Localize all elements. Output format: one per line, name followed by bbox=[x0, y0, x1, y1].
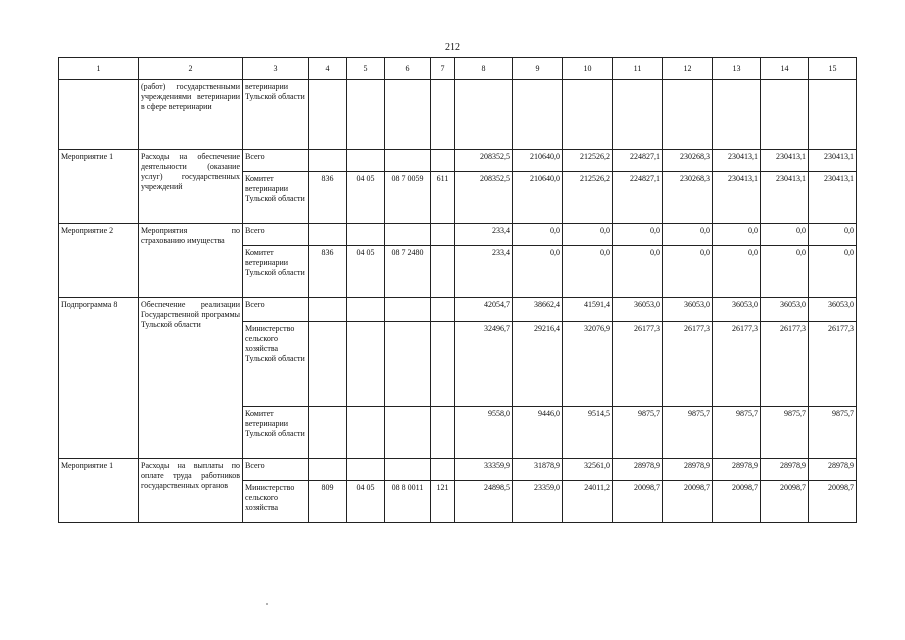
value-cell: 0,0 bbox=[513, 246, 563, 298]
program-name-cell: Подпрограмма 8 bbox=[59, 298, 139, 459]
executor-cell: ветеринарии Тульской области bbox=[243, 80, 309, 150]
value-cell: 29216,4 bbox=[513, 322, 563, 407]
header-cell: 15 bbox=[809, 58, 857, 80]
value-cell bbox=[563, 80, 613, 150]
value-cell: 210640,0 bbox=[513, 172, 563, 224]
value-cell: 20098,7 bbox=[713, 481, 761, 523]
value-cell: 38662,4 bbox=[513, 298, 563, 322]
scan-speck bbox=[266, 603, 268, 605]
value-cell: 26177,3 bbox=[761, 322, 809, 407]
table-row bbox=[59, 459, 857, 481]
executor-cell: Всего bbox=[243, 459, 309, 481]
value-cell: 230413,1 bbox=[713, 172, 761, 224]
code-cell: 04 05 bbox=[347, 246, 385, 298]
code-cell bbox=[431, 407, 455, 459]
value-cell: 208352,5 bbox=[455, 172, 513, 224]
code-cell bbox=[385, 407, 431, 459]
value-cell bbox=[663, 80, 713, 150]
value-cell: 9446,0 bbox=[513, 407, 563, 459]
executor-cell: Комитет ветеринарии Тульской области bbox=[243, 407, 309, 459]
value-cell: 224827,1 bbox=[613, 150, 663, 172]
code-cell: 08 8 0011 bbox=[385, 481, 431, 523]
value-cell: 36053,0 bbox=[663, 298, 713, 322]
program-description-cell: Обеспечение реализации Государственной программы Тульской области bbox=[139, 298, 243, 459]
value-cell: 0,0 bbox=[513, 224, 563, 246]
value-cell: 212526,2 bbox=[563, 150, 613, 172]
value-cell: 31878,9 bbox=[513, 459, 563, 481]
value-cell: 32561,0 bbox=[563, 459, 613, 481]
value-cell: 0,0 bbox=[713, 224, 761, 246]
value-cell: 28978,9 bbox=[613, 459, 663, 481]
code-cell: 611 bbox=[431, 172, 455, 224]
value-cell: 26177,3 bbox=[613, 322, 663, 407]
code-cell bbox=[431, 322, 455, 407]
code-cell bbox=[385, 322, 431, 407]
code-cell bbox=[385, 150, 431, 172]
program-name-cell: Мероприятие 2 bbox=[59, 224, 139, 298]
program-description-cell: Расходы на обеспечение деятельности (оказание услуг) государственных учреждений bbox=[139, 150, 243, 224]
header-cell: 8 bbox=[455, 58, 513, 80]
code-cell bbox=[431, 80, 455, 150]
value-cell bbox=[713, 80, 761, 150]
header-cell: 14 bbox=[761, 58, 809, 80]
value-cell: 24898,5 bbox=[455, 481, 513, 523]
value-cell bbox=[513, 80, 563, 150]
table-row bbox=[59, 298, 857, 322]
code-cell bbox=[347, 80, 385, 150]
header-cell: 2 bbox=[139, 58, 243, 80]
value-cell: 36053,0 bbox=[809, 298, 857, 322]
value-cell: 0,0 bbox=[613, 246, 663, 298]
value-cell: 33359,9 bbox=[455, 459, 513, 481]
executor-cell: Всего bbox=[243, 224, 309, 246]
value-cell: 28978,9 bbox=[713, 459, 761, 481]
program-name-cell bbox=[59, 80, 139, 150]
value-cell: 233,4 bbox=[455, 246, 513, 298]
executor-cell: Министерство сельского хозяйства Тульской области bbox=[243, 322, 309, 407]
code-cell bbox=[385, 224, 431, 246]
value-cell: 32076,9 bbox=[563, 322, 613, 407]
value-cell bbox=[455, 80, 513, 150]
code-cell bbox=[385, 459, 431, 481]
value-cell: 230268,3 bbox=[663, 172, 713, 224]
executor-cell: Комитет ветеринарии Тульской области bbox=[243, 172, 309, 224]
code-cell: 121 bbox=[431, 481, 455, 523]
header-cell: 10 bbox=[563, 58, 613, 80]
code-cell: 04 05 bbox=[347, 481, 385, 523]
code-cell bbox=[309, 322, 347, 407]
program-name-cell: Мероприятие 1 bbox=[59, 459, 139, 523]
value-cell: 0,0 bbox=[761, 246, 809, 298]
code-cell bbox=[309, 224, 347, 246]
value-cell: 0,0 bbox=[809, 246, 857, 298]
executor-cell: Комитет ветеринарии Тульской области bbox=[243, 246, 309, 298]
code-cell: 04 05 bbox=[347, 172, 385, 224]
code-cell: 836 bbox=[309, 172, 347, 224]
code-cell bbox=[347, 150, 385, 172]
value-cell: 20098,7 bbox=[663, 481, 713, 523]
code-cell: 809 bbox=[309, 481, 347, 523]
value-cell: 20098,7 bbox=[613, 481, 663, 523]
code-cell bbox=[309, 298, 347, 322]
value-cell: 0,0 bbox=[563, 246, 613, 298]
table-row bbox=[59, 224, 857, 246]
program-description-cell: Расходы на выплаты по оплате труда работников государственных органов bbox=[139, 459, 243, 523]
code-cell bbox=[385, 80, 431, 150]
code-cell bbox=[431, 224, 455, 246]
value-cell bbox=[613, 80, 663, 150]
value-cell: 0,0 bbox=[761, 224, 809, 246]
value-cell: 230413,1 bbox=[761, 150, 809, 172]
value-cell: 32496,7 bbox=[455, 322, 513, 407]
value-cell: 9514,5 bbox=[563, 407, 613, 459]
table-row bbox=[59, 150, 857, 172]
value-cell: 9875,7 bbox=[663, 407, 713, 459]
header-cell: 9 bbox=[513, 58, 563, 80]
value-cell: 28978,9 bbox=[761, 459, 809, 481]
value-cell bbox=[761, 80, 809, 150]
value-cell: 9875,7 bbox=[713, 407, 761, 459]
value-cell: 230413,1 bbox=[809, 172, 857, 224]
header-cell: 4 bbox=[309, 58, 347, 80]
code-cell bbox=[431, 246, 455, 298]
code-cell bbox=[347, 224, 385, 246]
value-cell: 0,0 bbox=[809, 224, 857, 246]
value-cell: 0,0 bbox=[713, 246, 761, 298]
executor-cell: Министерство сельского хозяйства bbox=[243, 481, 309, 523]
header-cell: 5 bbox=[347, 58, 385, 80]
program-description-cell: Мероприятия по страхованию имущества bbox=[139, 224, 243, 298]
value-cell: 230268,3 bbox=[663, 150, 713, 172]
value-cell: 230413,1 bbox=[761, 172, 809, 224]
value-cell: 9558,0 bbox=[455, 407, 513, 459]
value-cell: 233,4 bbox=[455, 224, 513, 246]
code-cell bbox=[431, 150, 455, 172]
header-cell: 7 bbox=[431, 58, 455, 80]
value-cell: 36053,0 bbox=[761, 298, 809, 322]
header-cell: 11 bbox=[613, 58, 663, 80]
value-cell: 0,0 bbox=[563, 224, 613, 246]
code-cell bbox=[309, 407, 347, 459]
value-cell: 212526,2 bbox=[563, 172, 613, 224]
value-cell: 42054,7 bbox=[455, 298, 513, 322]
value-cell: 0,0 bbox=[613, 224, 663, 246]
page-number: 212 bbox=[445, 42, 460, 53]
executor-cell: Всего bbox=[243, 298, 309, 322]
code-cell bbox=[347, 322, 385, 407]
code-cell bbox=[309, 80, 347, 150]
value-cell: 230413,1 bbox=[809, 150, 857, 172]
code-cell bbox=[431, 459, 455, 481]
value-cell: 36053,0 bbox=[613, 298, 663, 322]
value-cell: 0,0 bbox=[663, 224, 713, 246]
value-cell: 28978,9 bbox=[663, 459, 713, 481]
executor-cell: Всего bbox=[243, 150, 309, 172]
value-cell: 26177,3 bbox=[663, 322, 713, 407]
value-cell: 0,0 bbox=[663, 246, 713, 298]
header-cell: 13 bbox=[713, 58, 761, 80]
program-description-cell: (работ) государственными учреждениями ветеринарии в сфере ветеринарии bbox=[139, 80, 243, 150]
code-cell bbox=[431, 298, 455, 322]
value-cell: 28978,9 bbox=[809, 459, 857, 481]
code-cell: 836 bbox=[309, 246, 347, 298]
header-cell: 12 bbox=[663, 58, 713, 80]
value-cell: 36053,0 bbox=[713, 298, 761, 322]
header-row bbox=[59, 58, 857, 80]
value-cell: 23359,0 bbox=[513, 481, 563, 523]
header-cell: 1 bbox=[59, 58, 139, 80]
code-cell: 08 7 0059 bbox=[385, 172, 431, 224]
header-cell: 6 bbox=[385, 58, 431, 80]
value-cell: 20098,7 bbox=[761, 481, 809, 523]
code-cell bbox=[309, 459, 347, 481]
value-cell: 26177,3 bbox=[809, 322, 857, 407]
value-cell: 210640,0 bbox=[513, 150, 563, 172]
program-name-cell: Мероприятие 1 bbox=[59, 150, 139, 224]
code-cell: 08 7 2480 bbox=[385, 246, 431, 298]
code-cell bbox=[347, 407, 385, 459]
budget-table bbox=[58, 57, 857, 523]
value-cell: 9875,7 bbox=[761, 407, 809, 459]
code-cell bbox=[347, 298, 385, 322]
value-cell: 9875,7 bbox=[809, 407, 857, 459]
code-cell bbox=[385, 298, 431, 322]
value-cell: 224827,1 bbox=[613, 172, 663, 224]
value-cell bbox=[809, 80, 857, 150]
value-cell: 26177,3 bbox=[713, 322, 761, 407]
value-cell: 24011,2 bbox=[563, 481, 613, 523]
code-cell bbox=[347, 459, 385, 481]
code-cell bbox=[309, 150, 347, 172]
value-cell: 208352,5 bbox=[455, 150, 513, 172]
value-cell: 9875,7 bbox=[613, 407, 663, 459]
header-cell: 3 bbox=[243, 58, 309, 80]
value-cell: 20098,7 bbox=[809, 481, 857, 523]
value-cell: 41591,4 bbox=[563, 298, 613, 322]
value-cell: 230413,1 bbox=[713, 150, 761, 172]
table-row bbox=[59, 80, 857, 150]
